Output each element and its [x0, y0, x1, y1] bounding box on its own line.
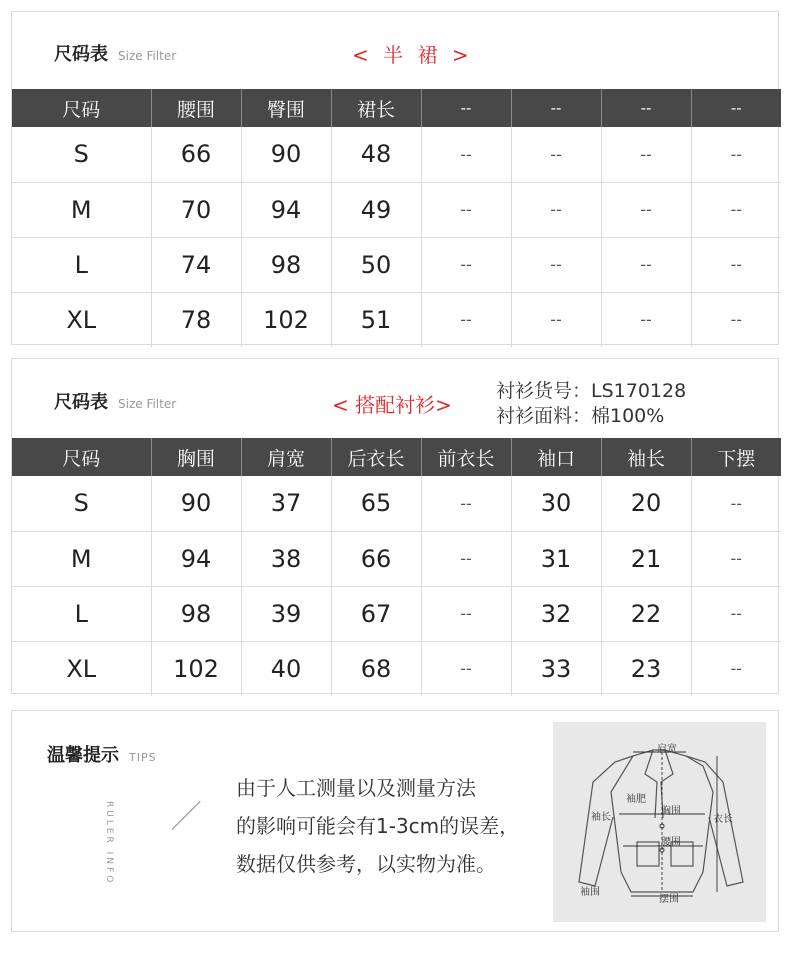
sleeve-length-label: 袖长	[591, 812, 611, 823]
tips-title-sub: TIPS	[129, 751, 157, 764]
measurement-cell: --	[691, 531, 781, 586]
measurement-cell: 37	[241, 476, 331, 531]
column-header: 前衣长	[421, 438, 511, 476]
measurement-cell: 66	[151, 127, 241, 182]
table-row	[12, 586, 781, 641]
measurement-cell: --	[691, 586, 781, 641]
waist-label: 腰围	[661, 837, 681, 848]
shirt-size-table	[12, 438, 781, 696]
skirt-size-panel	[11, 11, 779, 345]
skirt-size-table	[12, 89, 781, 347]
shirt-info	[496, 379, 686, 429]
measurement-cell: --	[691, 182, 781, 237]
size-cell: L	[12, 237, 151, 292]
size-cell: S	[12, 127, 151, 182]
measurement-cell: 94	[241, 182, 331, 237]
tips-title: 温馨提示 TIPS	[47, 745, 157, 766]
body-length-label: 衣长	[713, 814, 733, 825]
table-row	[12, 127, 781, 182]
column-header: 袖口	[511, 438, 601, 476]
tips-panel	[11, 710, 779, 932]
column-header: 腰围	[151, 89, 241, 127]
measurement-cell: 33	[511, 641, 601, 696]
measurement-cell: 90	[151, 476, 241, 531]
measurement-cell: 102	[151, 641, 241, 696]
table-row	[12, 531, 781, 586]
armhole-label: 袖肥	[626, 794, 646, 805]
measurement-cell: --	[421, 531, 511, 586]
measurement-cell: --	[421, 586, 511, 641]
measurement-cell: --	[691, 127, 781, 182]
shirt-item-number: 衬衫货号：LS170128	[496, 380, 687, 402]
chest-label: 胸围	[661, 806, 681, 817]
table-header-row	[12, 89, 781, 127]
hem-label: 摆围	[659, 894, 679, 905]
measurement-cell: 74	[151, 237, 241, 292]
measurement-cell: --	[601, 127, 691, 182]
column-header: --	[511, 89, 601, 127]
size-cell: XL	[12, 292, 151, 347]
measurement-cell: 66	[331, 531, 421, 586]
measurement-cell: 102	[241, 292, 331, 347]
size-cell: S	[12, 476, 151, 531]
jacket-measurement-diagram	[553, 722, 766, 922]
column-header: 尺码	[12, 438, 151, 476]
measurement-cell: --	[691, 237, 781, 292]
tips-line: 数据仅供参考，以实物为准。	[236, 852, 496, 876]
size-cell: L	[12, 586, 151, 641]
measurement-cell: --	[421, 127, 511, 182]
column-header: 袖长	[601, 438, 691, 476]
measurement-cell: --	[601, 237, 691, 292]
measurement-cell: 30	[511, 476, 601, 531]
measurement-cell: 48	[331, 127, 421, 182]
measurement-cell: 23	[601, 641, 691, 696]
measurement-cell: --	[511, 127, 601, 182]
tips-line: 由于人工测量以及测量方法	[236, 776, 476, 800]
column-header: --	[691, 89, 781, 127]
measurement-cell: 94	[151, 531, 241, 586]
panel-title: 尺码表 Size Filter	[54, 44, 177, 65]
measurement-cell: --	[421, 476, 511, 531]
size-cell: M	[12, 182, 151, 237]
measurement-cell: 38	[241, 531, 331, 586]
measurement-cell: --	[421, 182, 511, 237]
tips-line: 的影响可能会有1-3cm的误差，	[236, 814, 520, 838]
measurement-cell: 31	[511, 531, 601, 586]
column-header: 肩宽	[241, 438, 331, 476]
measurement-cell: 32	[511, 586, 601, 641]
column-header: 下摆	[691, 438, 781, 476]
size-cell: XL	[12, 641, 151, 696]
measurement-cell: 20	[601, 476, 691, 531]
shirt-fabric: 衬衫面料：棉100%	[496, 405, 665, 427]
measurement-cell: 78	[151, 292, 241, 347]
column-header: 胸围	[151, 438, 241, 476]
category-label: < 半 裙 >	[352, 43, 473, 67]
measurement-cell: --	[511, 292, 601, 347]
measurement-cell: 40	[241, 641, 331, 696]
measurement-cell: 21	[601, 531, 691, 586]
column-header: 尺码	[12, 89, 151, 127]
measurement-cell: --	[601, 182, 691, 237]
slash-divider	[172, 801, 201, 830]
panel-title: 尺码表 Size Filter	[54, 392, 177, 413]
measurement-cell: --	[511, 237, 601, 292]
table-row	[12, 641, 781, 696]
measurement-cell: 70	[151, 182, 241, 237]
ruler-info-label: RULER INFO	[104, 801, 114, 886]
measurement-cell: 65	[331, 476, 421, 531]
measurement-cell: 68	[331, 641, 421, 696]
column-header: 裙长	[331, 89, 421, 127]
table-header-row	[12, 438, 781, 476]
panel-title-sub: Size Filter	[118, 397, 177, 411]
measurement-cell: --	[421, 292, 511, 347]
measurement-cell: 98	[241, 237, 331, 292]
measurement-cell: --	[601, 292, 691, 347]
tips-text	[236, 769, 519, 883]
category-label: < 搭配衬衫>	[332, 393, 452, 417]
table-row	[12, 292, 781, 347]
shirt-size-panel	[11, 358, 779, 694]
column-header: 后衣长	[331, 438, 421, 476]
column-header: --	[601, 89, 691, 127]
table-row	[12, 476, 781, 531]
size-cell: M	[12, 531, 151, 586]
measurement-cell: --	[691, 476, 781, 531]
measurement-cell: 90	[241, 127, 331, 182]
measurement-cell: 49	[331, 182, 421, 237]
panel-title-sub: Size Filter	[118, 49, 177, 63]
table-row	[12, 237, 781, 292]
table-row	[12, 182, 781, 237]
measurement-cell: --	[730, 659, 743, 679]
column-header: --	[421, 89, 511, 127]
measurement-cell: --	[730, 310, 743, 330]
measurement-cell: 51	[331, 292, 421, 347]
cuff-label: 袖围	[580, 887, 600, 898]
shoulder-label: 肩宽	[657, 744, 677, 755]
measurement-cell: --	[421, 237, 511, 292]
measurement-cell: 98	[151, 586, 241, 641]
measurement-cell: --	[421, 641, 511, 696]
column-header: 臀围	[241, 89, 331, 127]
measurement-cell: 39	[241, 586, 331, 641]
measurement-cell: 22	[601, 586, 691, 641]
measurement-cell: --	[511, 182, 601, 237]
measurement-cell: 67	[331, 586, 421, 641]
measurement-cell: 50	[331, 237, 421, 292]
